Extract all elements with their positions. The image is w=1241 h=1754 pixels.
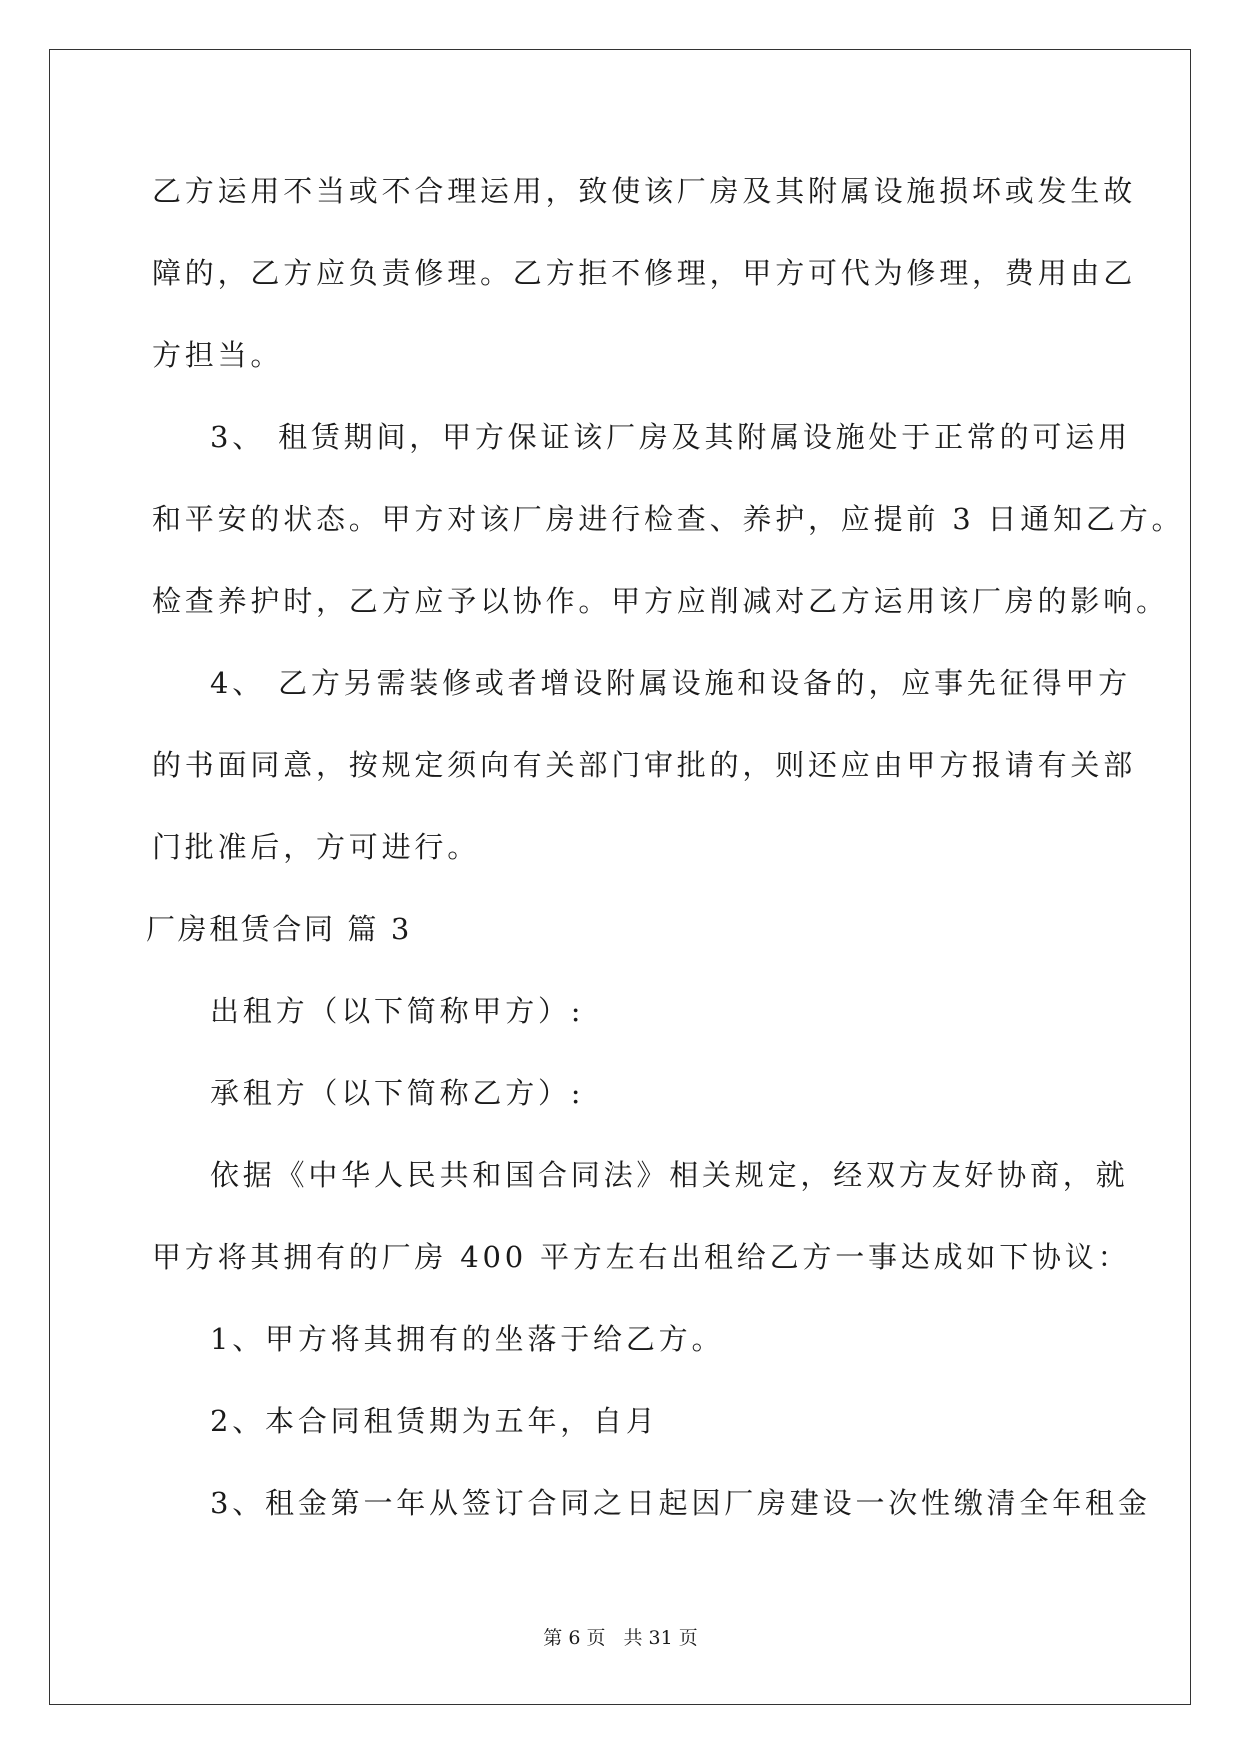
body-line: 方担当。 [152,338,284,372]
body-line: 乙方运用不当或不合理运用，致使该厂房及其附属设施损坏或发生故 [152,174,1137,208]
section-heading: 厂房租赁合同 篇 3 [146,912,412,946]
lessor-line: 出租方（以下简称甲方）: [210,994,585,1028]
lessee-line: 承租方（以下简称乙方）: [210,1076,585,1110]
article-3-line: 3、租金第一年从签订合同之日起因厂房建设一次性缴清全年租金 [210,1486,1151,1520]
page-number: 第 6 页 [543,1627,606,1649]
body-line: 的书面同意，按规定须向有关部门审批的，则还应由甲方报请有关部 [152,748,1137,782]
body-line: 障的，乙方应负责修理。乙方拒不修理，甲方可代为修理，费用由乙 [152,256,1137,290]
body-line: 和平安的状态。甲方对该厂房进行检查、养护，应提前 3 日通知乙方。 [152,502,1185,536]
page-total: 共 31 页 [623,1627,698,1649]
article-2-line: 2、本合同租赁期为五年，自月 [210,1404,659,1438]
clause-3-line: 3、 租赁期间，甲方保证该厂房及其附属设施处于正常的可运用 [210,420,1131,454]
body-line: 检查养护时，乙方应予以协作。甲方应削减对乙方运用该厂房的影响。 [152,584,1169,618]
clause-4-line: 4、 乙方另需装修或者增设附属设施和设备的，应事先征得甲方 [210,666,1131,700]
body-line: 门批准后，方可进行。 [152,830,481,864]
preamble-line: 依据《中华人民共和国合同法》相关规定，经双方友好协商，就 [210,1158,1129,1192]
document-body [146,160,1185,1554]
article-1-line: 1、甲方将其拥有的坐落于给乙方。 [210,1322,725,1356]
page-footer [0,1623,1241,1650]
body-line: 甲方将其拥有的厂房 400 平方左右出租给乙方一事达成如下协议： [152,1240,1131,1274]
